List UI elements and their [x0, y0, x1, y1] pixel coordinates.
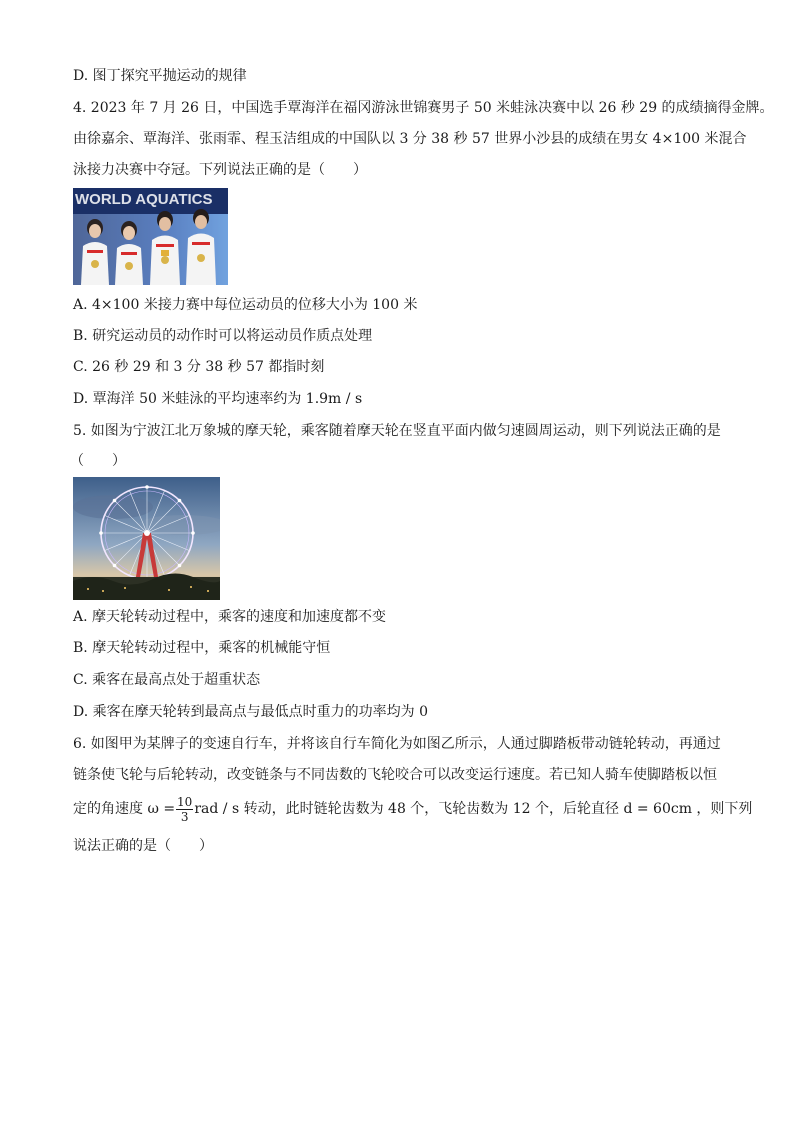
photo-banner-text: WORLD AQUATICS	[75, 191, 213, 208]
question-6-stem-line-2: 链条使飞轮与后轮转动，改变链条与不同齿数的飞轮咬合可以改变运行速度。若已知人骑车使脚踏板以恒	[73, 767, 717, 783]
question-4-stem-line-2: 由徐嘉余、覃海洋、张雨霏、程玉洁组成的中国队以 3 分 38 秒 57 世界小沙县的成绩在男女 4×100 米混合	[73, 131, 747, 147]
question-5-stem-line-2: （ ）	[70, 453, 126, 469]
angular-velocity-prefix: 定的角速度 ω =	[73, 801, 176, 817]
question-6-stem-line-3	[73, 793, 752, 825]
ferris-wheel-photo	[73, 477, 220, 600]
question-4-option-c: C. 26 秒 29 和 3 分 38 秒 57 都指时刻	[73, 359, 325, 375]
question-4-stem-line-1: 4. 2023 年 7 月 26 日，中国选手覃海洋在福冈游泳世锦赛男子 50 米蛙泳决赛中以 26 秒 29 的成绩摘得金牌。	[73, 100, 774, 116]
question-5-option-b: B. 摩天轮转动过程中，乘客的机械能守恒	[73, 640, 331, 656]
question-6-stem-line-1: 6. 如图甲为某牌子的变速自行车，并将该自行车简化为如图乙所示，人通过脚踏板带动链轮转动，再通过	[73, 736, 721, 752]
fraction-numerator: 10	[177, 794, 193, 809]
question-4-option-b: B. 研究运动员的动作时可以将运动员作质点处理	[73, 328, 373, 344]
question-6-stem-line-4: 说法正确的是（ ）	[73, 838, 213, 854]
fraction-denominator: 3	[180, 809, 189, 824]
question-5-option-c: C. 乘客在最高点处于超重状态	[73, 672, 261, 688]
question-5-option-d: D. 乘客在摩天轮转到最高点与最低点时重力的功率均为 0	[73, 704, 428, 720]
swimmers-podium-photo	[73, 188, 228, 285]
angular-velocity-suffix: rad / s 转动，此时链轮齿数为 48 个，飞轮齿数为 12 个，后轮直径 d = 60cm ，则下列	[194, 801, 753, 817]
question-5-stem-line-1: 5. 如图为宁波江北万象城的摩天轮，乘客随着摩天轮在竖直平面内做匀速圆周运动，则下列说法正确的是	[73, 423, 721, 439]
angular-velocity-fraction	[176, 795, 193, 824]
question-4-option-a: A. 4×100 米接力赛中每位运动员的位移大小为 100 米	[73, 297, 418, 313]
question-4-option-d: D. 覃海洋 50 米蛙泳的平均速率约为 1.9m / s	[73, 391, 363, 407]
question-3-option-d: D. 图丁探究平抛运动的规律	[73, 68, 247, 84]
question-5-option-a: A. 摩天轮转动过程中，乘客的速度和加速度都不变	[73, 609, 387, 625]
question-4-stem-line-3: 泳接力决赛中夺冠。下列说法正确的是（ ）	[73, 162, 367, 178]
